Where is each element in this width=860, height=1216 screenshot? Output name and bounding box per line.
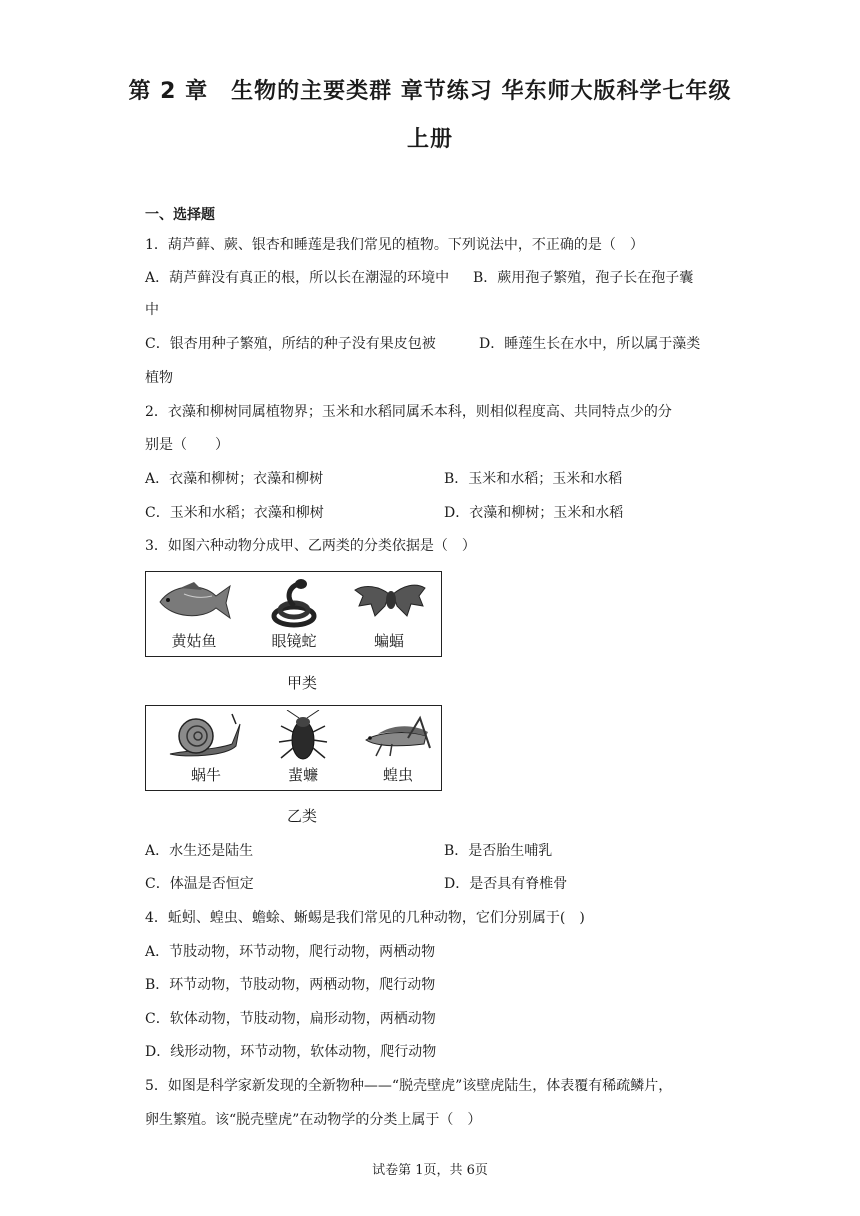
q4-option-b: B．环节动物，节肢动物，两栖动物，爬行动物 (145, 977, 436, 993)
q1-option-d-continued: 植物 (145, 370, 173, 386)
q2-stem: 2．衣藻和柳树同属植物界；玉米和水稻同属禾本科，则相似程度高、共同特点少的分 (145, 404, 672, 420)
animal-label: 蝙蝠 (373, 632, 404, 650)
q1-option-b: B．蕨用孢子繁殖，孢子长在孢子囊 (473, 270, 694, 286)
animal-group-yi-figure (145, 705, 442, 791)
animal-cobra (249, 572, 339, 656)
q4-option-c: C．软体动物，节肢动物，扁形动物，两栖动物 (145, 1011, 436, 1027)
page-title-line-2: 上册 (406, 127, 453, 152)
bat-icon (349, 576, 429, 630)
q1-option-b-continued: 中 (145, 302, 159, 318)
q2-option-a: A．衣藻和柳树；衣藻和柳树 (145, 471, 324, 487)
q3-option-a: A．水生还是陆生 (145, 843, 254, 859)
q2-option-b: B．玉米和水稻；玉米和水稻 (444, 471, 623, 487)
animal-label: 蜗牛 (190, 766, 221, 784)
animal-cockroach (258, 706, 348, 790)
page-title-line-1: 第 2 章 生物的主要类群 章节练习 华东师大版科学七年级 (128, 79, 732, 104)
q5-stem: 5．如图是科学家新发现的全新物种——“脱壳壁虎”该壁虎陆生，体表覆有稀疏鳞片， (145, 1078, 673, 1094)
animal-label: 蜚蠊 (287, 766, 318, 784)
figure-caption-yi: 乙类 (287, 807, 318, 825)
animal-label: 黄姑鱼 (171, 632, 217, 650)
q2-option-c: C．玉米和水稻；衣藻和柳树 (145, 505, 324, 521)
q2-option-d: D．衣藻和柳树；玉米和水稻 (444, 505, 624, 521)
figure-caption-jia: 甲类 (287, 674, 318, 692)
grasshopper-icon (358, 710, 438, 764)
q4-option-a: A．节肢动物，环节动物，爬行动物，两栖动物 (145, 944, 436, 960)
q2-stem-continued: 别是（ ） (145, 437, 229, 453)
q1-option-d: D．睡莲生长在水中，所以属于藻类 (479, 336, 701, 352)
q3-stem: 3．如图六种动物分成甲、乙两类的分类依据是（ ） (145, 538, 476, 554)
q3-option-c: C．体温是否恒定 (145, 876, 254, 892)
snail-icon (166, 710, 246, 764)
animal-label: 眼镜蛇 (271, 632, 317, 650)
q1-stem: 1．葫芦藓、蕨、银杏和睡莲是我们常见的植物。下列说法中，不正确的是（ ） (145, 237, 644, 253)
q1-option-a: A．葫芦藓没有真正的根，所以长在潮湿的环境中 (145, 270, 450, 286)
animal-bat (344, 572, 434, 656)
q3-option-d: D．是否具有脊椎骨 (444, 876, 568, 892)
q3-option-b: B．是否胎生哺乳 (444, 843, 553, 859)
animal-fish (149, 572, 239, 656)
animal-group-jia-figure (145, 571, 442, 657)
animal-grasshopper (353, 706, 443, 790)
q1-option-c: C．银杏用种子繁殖，所结的种子没有果皮包被 (145, 336, 436, 352)
section-heading: 一、选择题 (145, 207, 215, 223)
snake-icon (254, 576, 334, 630)
fish-icon (154, 576, 234, 630)
page-footer: 试卷第 1页，共 6页 (372, 1163, 488, 1178)
q5-stem-continued: 卵生繁殖。该“脱壳壁虎”在动物学的分类上属于（ ） (145, 1112, 482, 1128)
cockroach-icon (263, 710, 343, 764)
q4-option-d: D．线形动物，环节动物，软体动物，爬行动物 (145, 1044, 437, 1060)
animal-label: 蝗虫 (382, 766, 413, 784)
animal-snail (161, 706, 251, 790)
q4-stem: 4．蚯蚓、蝗虫、蟾蜍、蜥蜴是我们常见的几种动物，它们分别属于( ) (145, 910, 585, 926)
